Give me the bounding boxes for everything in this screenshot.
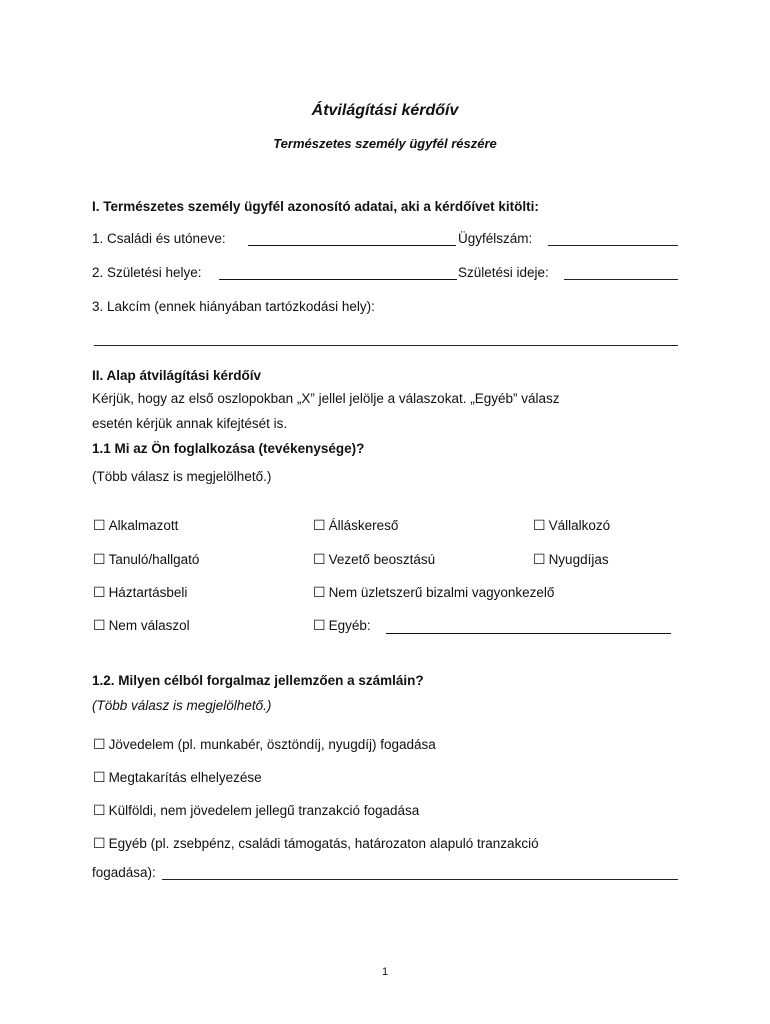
section2-heading: II. Alap átvilágítási kérdőív bbox=[92, 368, 262, 383]
address-label: 3. Lakcím (ennek hiányában tartózkodási hely): bbox=[92, 299, 375, 314]
birthplace-field[interactable] bbox=[219, 279, 457, 280]
option-label: Egyéb (pl. zsebpénz, családi támogatás, határozaton alapuló tranzakció bbox=[108, 836, 539, 851]
client-number-label: Ügyfélszám: bbox=[458, 231, 533, 246]
option-student[interactable] bbox=[93, 551, 199, 568]
checkbox-icon[interactable]: ☐ bbox=[313, 617, 326, 633]
name-field[interactable] bbox=[248, 245, 456, 246]
checkbox-icon[interactable]: ☐ bbox=[93, 835, 106, 851]
option-job-seeker[interactable] bbox=[313, 517, 398, 534]
q1-note: (Több válasz is megjelölhető.) bbox=[92, 469, 272, 484]
option-label: Nem válaszol bbox=[108, 618, 190, 633]
checkbox-icon[interactable]: ☐ bbox=[93, 736, 106, 752]
option-label: Vállalkozó bbox=[548, 518, 611, 533]
option-other[interactable] bbox=[313, 617, 371, 634]
birthdate-label: Születési ideje: bbox=[458, 265, 549, 280]
address-field[interactable] bbox=[94, 345, 678, 346]
option-entrepreneur[interactable] bbox=[533, 517, 610, 534]
q2-note: (Több válasz is megjelölhető.) bbox=[92, 698, 272, 713]
option-label: Megtakarítás elhelyezése bbox=[108, 770, 262, 785]
option-label: Vezető beosztású bbox=[328, 552, 436, 567]
checkbox-icon[interactable]: ☐ bbox=[93, 584, 106, 600]
checkbox-icon[interactable]: ☐ bbox=[313, 584, 326, 600]
other-purpose-field[interactable] bbox=[162, 879, 678, 880]
option-label: Tanuló/hallgató bbox=[108, 552, 200, 567]
option-label: Egyéb: bbox=[328, 618, 371, 633]
option-label: Álláskereső bbox=[328, 518, 399, 533]
q1-heading: 1.1 Mi az Ön foglalkozása (tevékenysége)? bbox=[92, 441, 365, 456]
option-homemaker[interactable] bbox=[93, 584, 187, 601]
birthplace-label: 2. Születési helye: bbox=[92, 265, 202, 280]
option-label: Háztartásbeli bbox=[108, 585, 188, 600]
document-subtitle: Természetes személy ügyfél részére bbox=[273, 136, 497, 151]
option-savings[interactable] bbox=[93, 769, 262, 786]
option-manager[interactable] bbox=[313, 551, 435, 568]
instruction-line-2: esetén kérjük annak kifejtését is. bbox=[92, 416, 288, 431]
checkbox-icon[interactable]: ☐ bbox=[313, 551, 326, 567]
option-label: Nem üzletszerű bizalmi vagyonkezelő bbox=[328, 585, 555, 600]
option-non-business-trustee[interactable] bbox=[313, 584, 554, 601]
option-label: Alkalmazott bbox=[108, 518, 179, 533]
other-purpose-label-cont: fogadása): bbox=[92, 865, 156, 880]
checkbox-icon[interactable]: ☐ bbox=[93, 551, 106, 567]
option-label: Nyugdíjas bbox=[548, 552, 609, 567]
option-employee[interactable] bbox=[93, 517, 178, 534]
option-foreign[interactable] bbox=[93, 802, 419, 819]
option-other-purpose[interactable] bbox=[93, 835, 539, 852]
checkbox-icon[interactable]: ☐ bbox=[93, 802, 106, 818]
q2-heading: 1.2. Milyen célból forgalmaz jellemzően a számláin? bbox=[92, 673, 424, 688]
checkbox-icon[interactable]: ☐ bbox=[93, 617, 106, 633]
section1-heading: I. Természetes személy ügyfél azonosító adatai, aki a kérdőívet kitölti: bbox=[92, 199, 539, 214]
checkbox-icon[interactable]: ☐ bbox=[93, 769, 106, 785]
option-pensioner[interactable] bbox=[533, 551, 609, 568]
client-number-field[interactable] bbox=[548, 245, 678, 246]
checkbox-icon[interactable]: ☐ bbox=[313, 517, 326, 533]
option-label: Jövedelem (pl. munkabér, ösztöndíj, nyugdíj) fogadása bbox=[108, 737, 436, 752]
instruction-line-1: Kérjük, hogy az első oszlopokban „X” jellel jelölje a válaszokat. „Egyéb” válasz bbox=[92, 391, 560, 406]
checkbox-icon[interactable]: ☐ bbox=[533, 517, 546, 533]
option-label: Külföldi, nem jövedelem jellegű tranzakció fogadása bbox=[108, 803, 420, 818]
birthdate-field[interactable] bbox=[564, 279, 678, 280]
option-no-answer[interactable] bbox=[93, 617, 190, 634]
option-income[interactable] bbox=[93, 736, 436, 753]
document-title: Átvilágítási kérdőív bbox=[311, 102, 459, 119]
checkbox-icon[interactable]: ☐ bbox=[93, 517, 106, 533]
checkbox-icon[interactable]: ☐ bbox=[533, 551, 546, 567]
other-occupation-field[interactable] bbox=[386, 633, 671, 634]
name-label: 1. Családi és utóneve: bbox=[92, 231, 226, 246]
page-number: 1 bbox=[381, 966, 389, 978]
